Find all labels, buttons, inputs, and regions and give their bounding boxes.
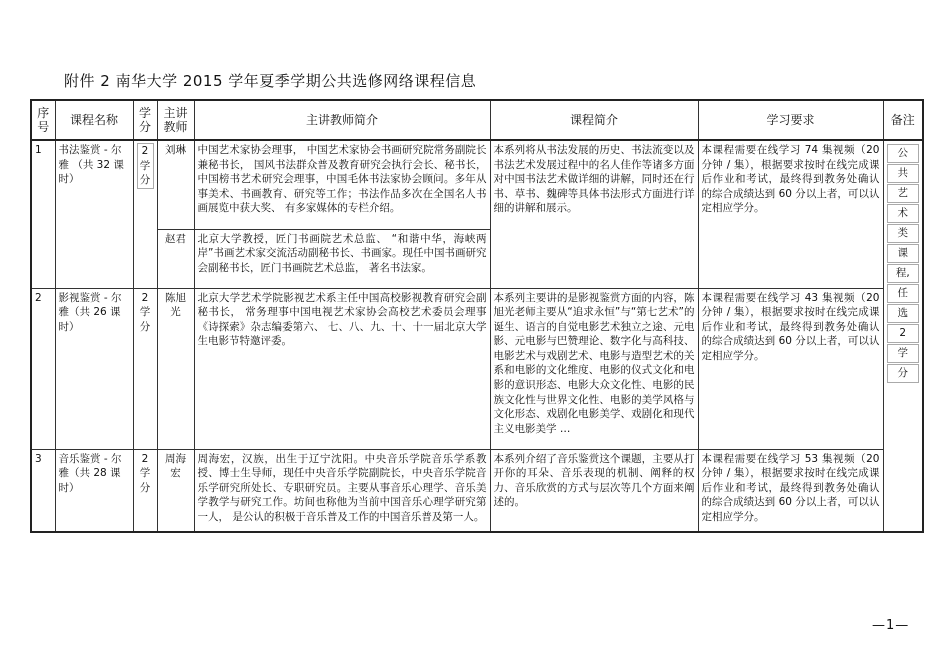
note-char: 分 (887, 364, 920, 383)
note-char: 类 (887, 224, 920, 243)
teacher-name: 陈旭光 (165, 291, 186, 319)
header-intro: 课程简介 (490, 100, 698, 140)
row-course-name: 影视鉴赏 - 尔雅（共 26 课时） (55, 288, 133, 449)
table-row (31, 140, 923, 229)
row-teacher (157, 449, 194, 532)
header-note: 备注 (883, 100, 923, 140)
note-char: 选 (887, 304, 920, 323)
row-credit (133, 449, 157, 532)
row-teacher (157, 140, 194, 229)
row-teacher-bio: 周海宏，汉族，出生于辽宁沈阳。中央音乐学院音乐学系教授、博士生导师，现任中央音乐学院副院长，中央音乐学院音乐学研究所处长、专职研究员。主要从事音乐心理学、音乐美学教学与研究工作。坊间也称他为当前中国音乐心理学研究第一人， 是公认的积极于音乐普及工作的中国音乐普及第一人。 (194, 449, 490, 532)
credit-text: 2学分 (137, 143, 154, 189)
header-course: 课程名称 (55, 100, 133, 140)
row-teacher-bio: 中国艺术家协会理事， 中国艺术家协会书画研究院常务副院长兼秘书长， 国风书法群众普及教育研究会执行会长、秘书长，中国榜书艺术研究会理事，中国毛体书法家协会顾问。多年从事美术、书画教育、研究等工作；书法作品多次在全国名人书画展览中获大奖、 有多家媒体的专栏介绍。 (194, 140, 490, 229)
course-table (30, 99, 924, 533)
row-teacher-bio: 北京大学艺术学院影视艺术系主任中国高校影视教育研究会副秘书长， 常务理事中国电视艺术家协会高校艺术委员会理事 《诗探索》杂志编委第六、 七、八、九、十、十一届北京大学生电影节特邀评委。 (194, 288, 490, 449)
table-row (31, 288, 923, 449)
row-seq: 2 (31, 288, 55, 449)
note-column (883, 140, 923, 532)
row-course-name: 音乐鉴赏 - 尔雅（共 28 课时） (55, 449, 133, 532)
note-char: 艺 (887, 184, 920, 203)
page-number: —1— (872, 618, 910, 633)
note-char: 任 (887, 284, 920, 303)
note-char: 课 (887, 244, 920, 263)
row-requirements: 本课程需要在线学习 53 集视频（20 分钟 / 集），根据要求按时在线完成课后作业和考试，最终得到教务处确认的综合成绩达到 60 分以上者，可以认定相应学分。 (698, 449, 883, 532)
row-teacher (157, 229, 194, 288)
row-course-name: 书法鉴赏 - 尔 雅 （共 32 课时） (55, 140, 133, 288)
note-char: 共 (887, 164, 920, 183)
note-char: 公 (887, 144, 920, 163)
teacher-name: 周海宏 (165, 452, 186, 480)
row-requirements: 本课程需要在线学习 74 集视频（20 分钟 / 集），根据要求按时在线完成课后作业和考试，最终得到教务处确认的综合成绩达到 60 分以上者，可以认定相应学分。 (698, 140, 883, 288)
table-row (31, 449, 923, 532)
row-seq: 3 (31, 449, 55, 532)
row-course-intro: 本系列主要讲的是影视鉴赏方面的内容，陈旭光老师主要从“追求永恒”与“第七艺术”的诞生、语言的自觉电影艺术独立之途、元电影、元电影与巴赞理论、数字化与高科技、电影艺术与戏剧艺术、电影与造型艺术的关系和电影的文化维度、电影的仪式文化和电影的意识形态、电影大众文化性、电影的民族文化性与世界文化性、电影的美学风格与文化形态、戏剧化电影美学、戏剧化和现代主义电影美学 … (490, 288, 698, 449)
header-seq: 序号 (31, 100, 55, 140)
header-teacher: 主讲教师 (157, 100, 194, 140)
teacher-name: 赵君 (165, 232, 186, 245)
row-teacher (157, 288, 194, 449)
note-char: 术 (887, 204, 920, 223)
row-teacher-bio: 北京大学教授，匠门书画院艺术总监、 “和谐中华，海峡两岸”书画艺术家交流活动副秘书长、书画家。现任中国书画研究会副秘书长，匠门书画院艺术总监， 著名书法家。 (194, 229, 490, 288)
row-course-intro: 本系列将从书法发展的历史、书法流变以及书法艺术发展过程中的名人佳作等诸多方面对中国书法艺术做详细的讲解，同时还在行书、草书、魏碑等具体书法形式方面进行详细的讲解和展示。 (490, 140, 698, 288)
table-header-row (31, 100, 923, 140)
teacher-name: 刘琳 (165, 144, 186, 156)
credit-text: 2学分 (139, 452, 151, 494)
document-title: 附件 2 南华大学 2015 学年夏季学期公共选修网络课程信息 (64, 72, 477, 90)
note-char: 程, (887, 264, 920, 283)
credit-text: 2学分 (139, 291, 151, 333)
row-seq: 1 (31, 140, 55, 288)
row-credit (133, 140, 157, 288)
row-course-intro: 本系列介绍了音乐鉴赏这个课题，主要从打开你的耳朵、音乐表现的机制、阐释的权力、音乐欣赏的方式与层次等几个方面来阐述的。 (490, 449, 698, 532)
row-credit (133, 288, 157, 449)
header-bio: 主讲教师简介 (194, 100, 490, 140)
note-char: 2 (887, 324, 920, 343)
header-credit: 学分 (133, 100, 157, 140)
note-char: 学 (887, 344, 920, 363)
header-req: 学习要求 (698, 100, 883, 140)
row-requirements: 本课程需要在线学习 43 集视频（20 分钟 / 集），根据要求按时在线完成课后作业和考试，最终得到教务处确认的综合成绩达到 60 分以上者，可以认定相应学分。 (698, 288, 883, 449)
